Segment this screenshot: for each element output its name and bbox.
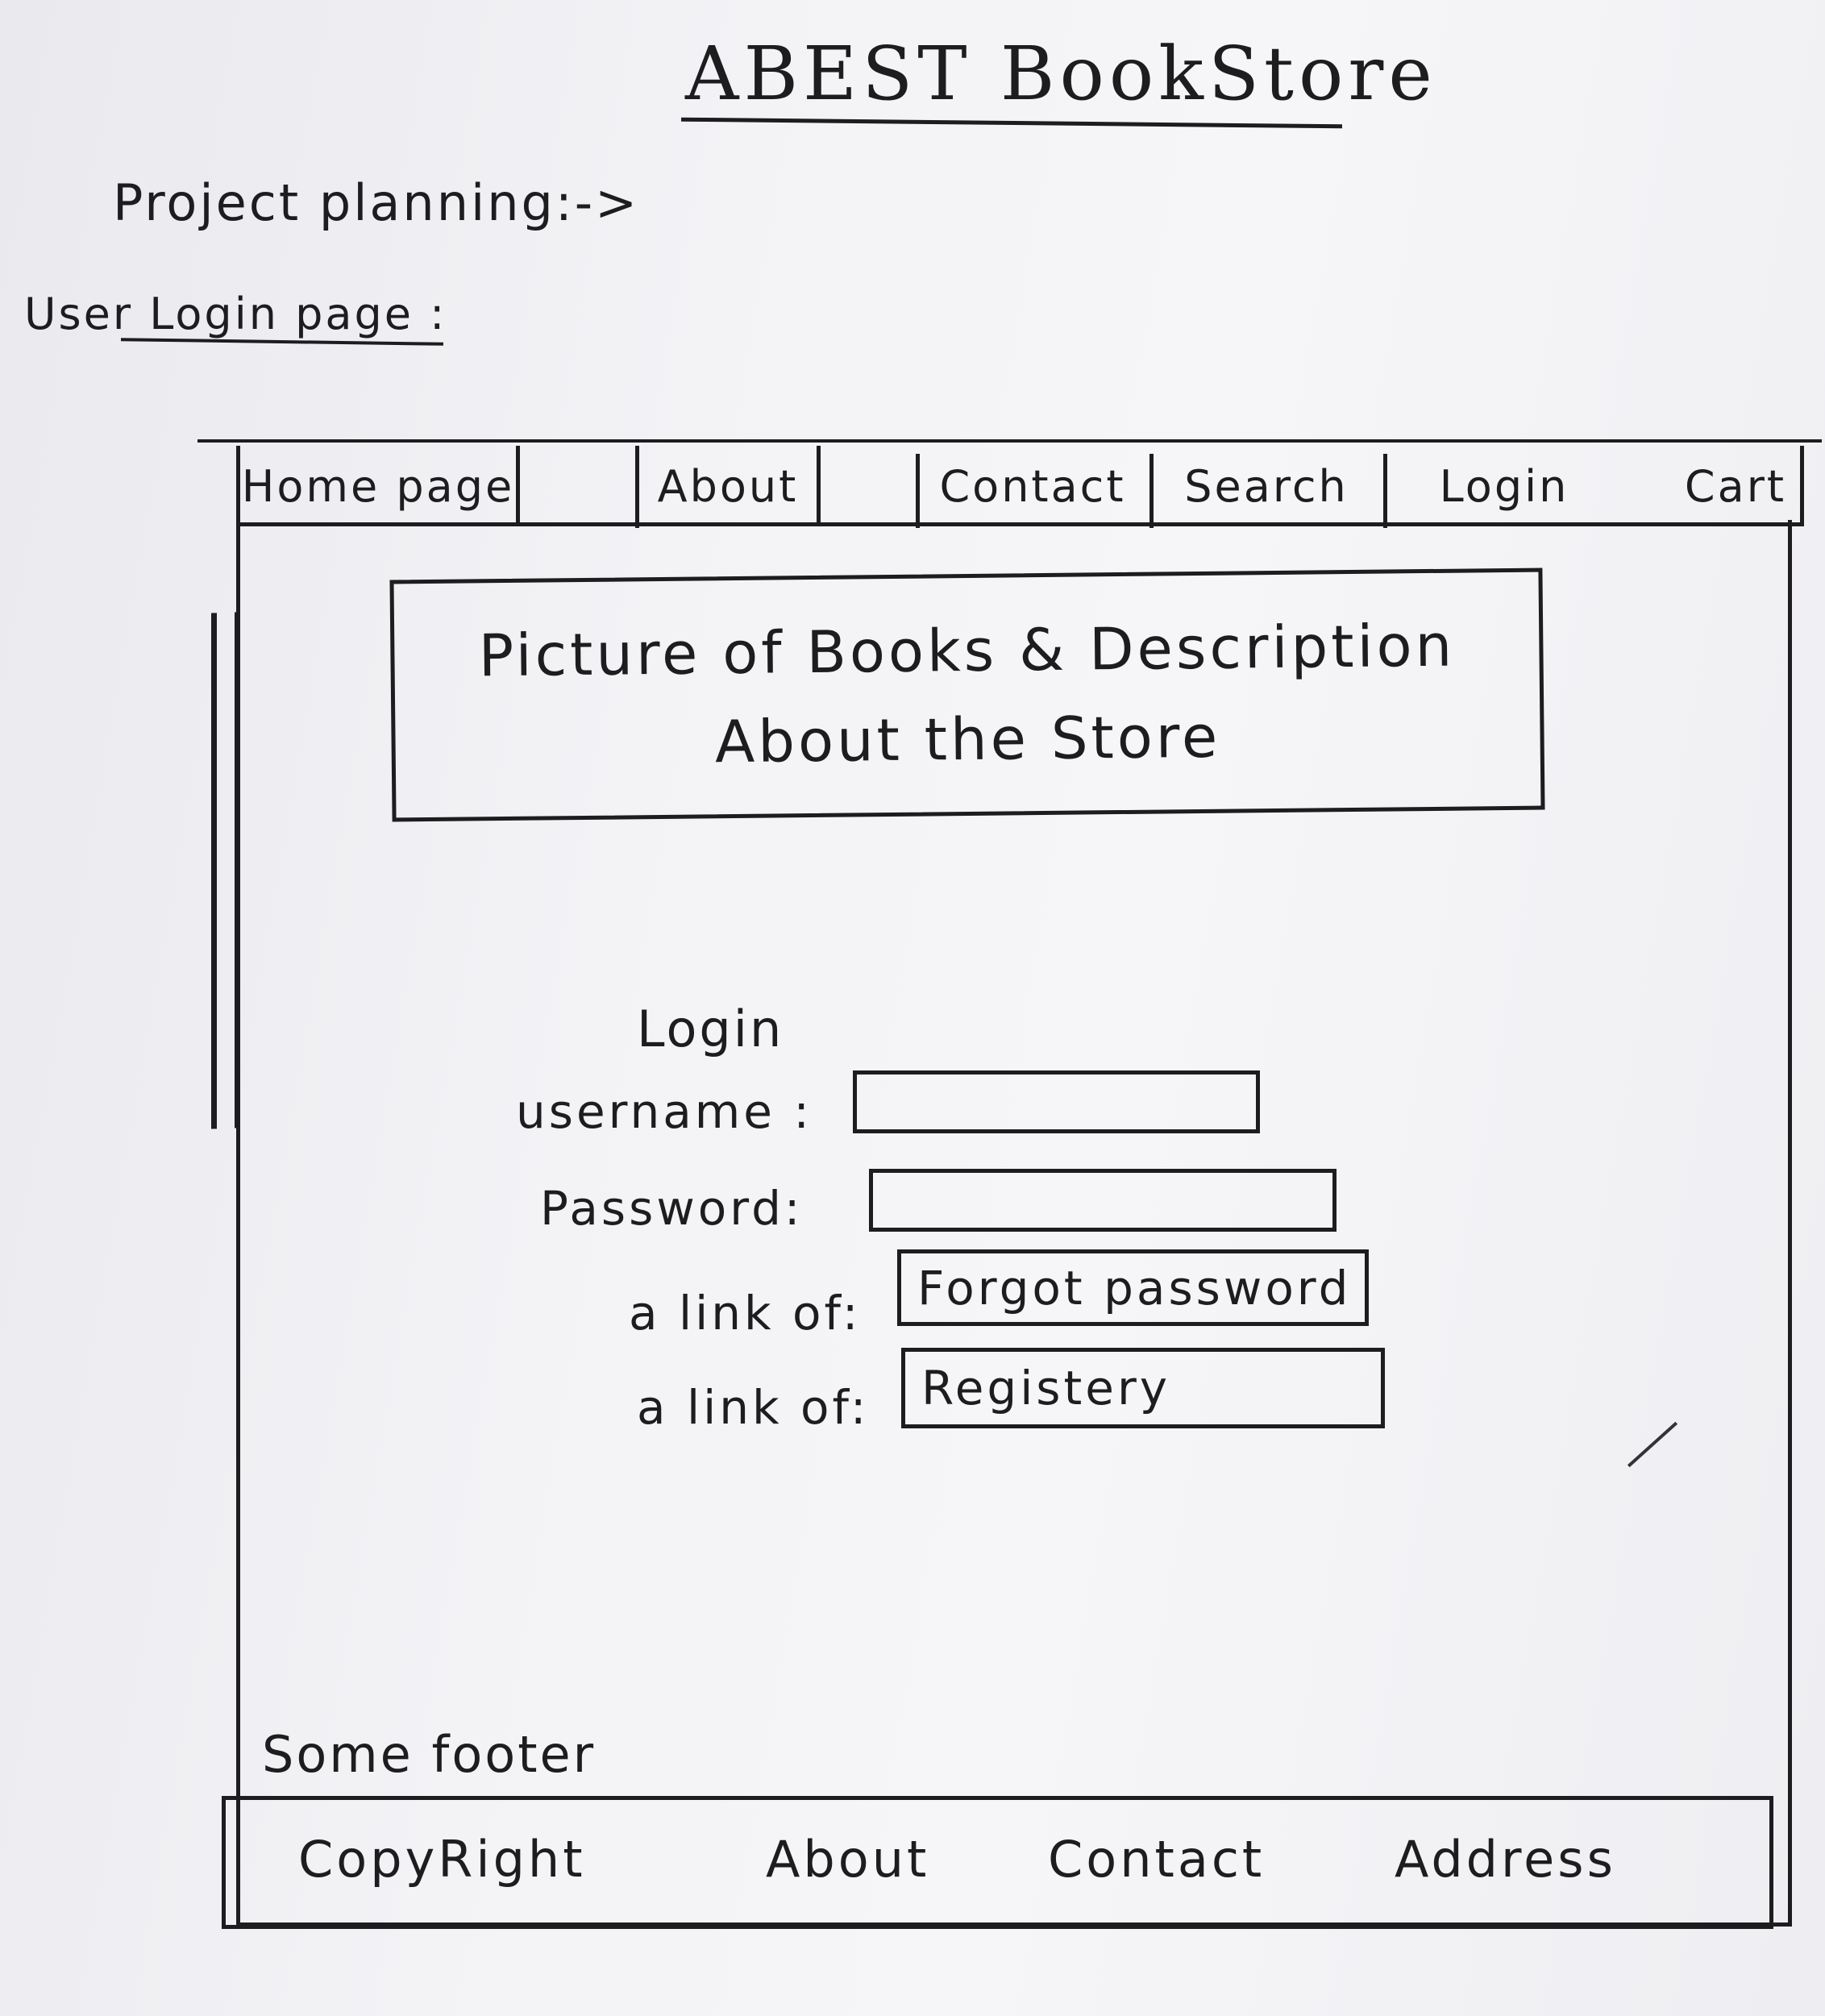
forgot-password-link[interactable]: Forgot password	[897, 1249, 1369, 1326]
footer-item-contact[interactable]: Contact	[1048, 1830, 1266, 1889]
nav-item-home[interactable]: Home page	[236, 446, 520, 526]
frame-left-scribble	[211, 612, 237, 1129]
nav-item-search[interactable]: Search	[1184, 460, 1349, 512]
hero-banner	[389, 568, 1544, 822]
sheet-subtitle: Project planning:->	[113, 173, 640, 232]
password-label: Password:	[540, 1181, 804, 1236]
hero-line-1: Picture of Books & Description	[478, 611, 1456, 690]
footer-item-address[interactable]: Address	[1395, 1830, 1616, 1889]
nav-item-contact[interactable]: Contact	[939, 460, 1126, 512]
forgot-password-prefix: a link of:	[629, 1286, 862, 1341]
register-link[interactable]: Registery	[901, 1348, 1385, 1428]
password-input[interactable]	[869, 1169, 1337, 1232]
page-label: User Login page :	[24, 289, 447, 339]
hero-line-2: About the Store	[714, 702, 1221, 776]
nav-item-login[interactable]: Login	[1439, 460, 1569, 512]
nav-bar	[236, 446, 1804, 526]
footer-item-about[interactable]: About	[766, 1830, 930, 1889]
footer-item-copyright[interactable]: CopyRight	[298, 1830, 586, 1889]
nav-item-about[interactable]: About	[635, 446, 821, 526]
username-label: username :	[516, 1084, 813, 1139]
register-prefix: a link of:	[637, 1380, 870, 1435]
username-input[interactable]	[853, 1070, 1260, 1133]
frame-top-rule	[197, 439, 1822, 443]
sheet-title: ABEST BookStore	[685, 31, 1437, 117]
footer-note: Some footer	[262, 1725, 597, 1784]
nav-item-cart[interactable]: Cart	[1671, 446, 1804, 526]
login-heading: Login	[637, 1000, 784, 1058]
